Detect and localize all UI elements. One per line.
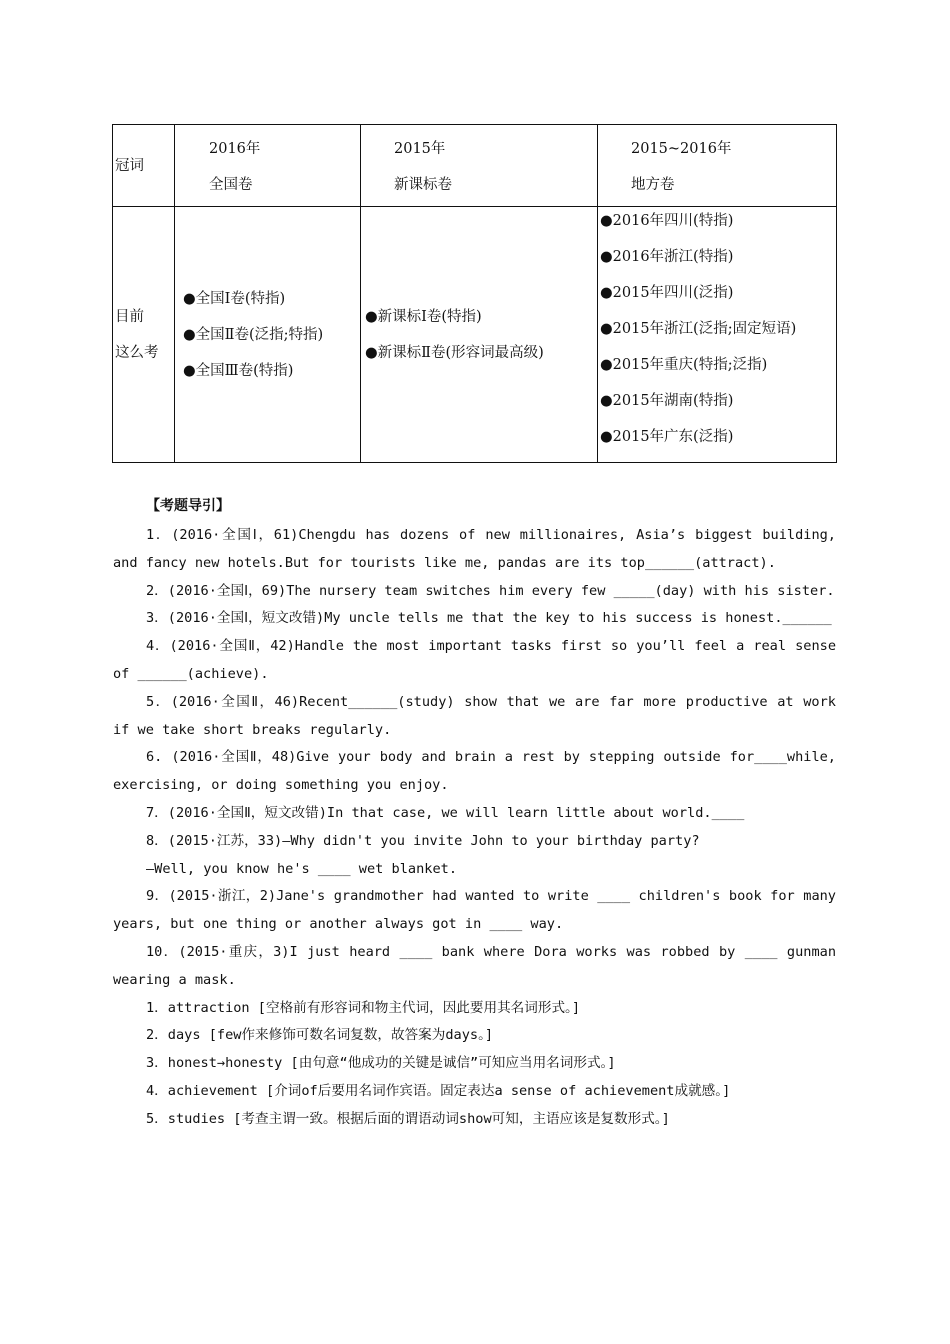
list-item: ●2016年浙江(特指) [600,249,734,265]
question-4: 4．(2016·全国Ⅱ，42)Handle the most important tasks first so you’ll feel a real sense of ______(achieve). [113,638,836,682]
answer-3: 3．honest→honesty [由句意“他成功的关键是诚信”可知应当用名词形式。] [146,1055,616,1072]
section-title: 【考题导引】 [146,498,230,514]
list-item: ●新课标Ⅰ卷(特指) [365,308,482,325]
table-header-label [113,125,175,207]
header-label-text: 冠词 [115,157,144,174]
table-body-row [113,207,837,463]
question-8-reply: —Well, you know he's ____ wet blanket. [146,860,457,877]
table-body-label [113,207,175,463]
question-1: 1．(2016·全国Ⅰ，61)Chengdu has dozens of new millionaires, Asia’s biggest building, and fancy new hotels.But for tourists like me, pandas are its top______(attract). [113,527,836,571]
question-9: 9．(2015·浙江，2)Jane's grandmother had wanted to write ____ children's book for many years, but one thing or another always got in ____ way. [113,888,836,933]
list-item: ●2016年四川(特指) [600,213,734,229]
question-8: 8．(2015·江苏，33)—Why didn't you invite John to your birthday party? [146,832,700,849]
list-item: ●2015年重庆(特指;泛指) [600,357,768,373]
table-header-col2 [175,125,361,207]
table-body-col4 [598,207,837,463]
header-col4-line1: 2015~2016年 [631,141,732,157]
table-body-col3 [361,207,598,463]
question-2: 2．(2016·全国Ⅰ，69)The nursery team switches him every few _____(day) with his sister. [146,582,835,599]
table-header-row [113,125,837,207]
header-col3-line2: 新课标卷 [394,177,452,193]
question-10: 10．(2015·重庆，3)I just heard ____ bank where Dora works was robbed by ____ gunman wearing a mask. [113,943,836,988]
table-body-col2 [175,207,361,463]
header-col2-line1: 2016年 [209,141,261,157]
answer-5: 5．studies [考查主谓一致。根据后面的谓语动词show可知，主语应该是复数形式。] [146,1110,670,1127]
list-item: ●新课标Ⅱ卷(形容词最高级) [365,344,544,361]
exam-frequency-table [112,124,837,463]
table-header-col3 [361,125,598,207]
answer-4: 4．achievement [介词of后要用名词作宾语。固定表达a sense of achievement成就感。] [146,1082,731,1099]
list-item: ●全国Ⅰ卷(特指) [183,290,286,307]
answer-1: 1．attraction [空格前有形容词和物主代词，因此要用其名词形式。] [146,999,581,1016]
answer-2: 2．days [few作来修饰可数名词复数，故答案为days。] [146,1027,494,1044]
question-3: 3．(2016·全国Ⅰ，短文改错)My uncle tells me that the key to his success is honest.______ [146,610,832,627]
question-7: 7．(2016·全国Ⅱ，短文改错)In that case, we will learn little about world.____ [146,804,745,821]
body-label-line1: 目前 [115,308,144,325]
table-header-col4 [598,125,837,207]
list-item: ●2015年湖南(特指) [600,393,734,409]
header-col3-line1: 2015年 [394,141,446,157]
list-item: ●全国Ⅲ卷(特指) [183,362,294,379]
list-item: ●2015年浙江(泛指;固定短语) [600,321,797,337]
question-5: 5．(2016·全国Ⅱ，46)Recent______(study) show that we are far more productive at work if we take short breaks regularly. [113,693,836,738]
questions-and-answers [113,522,836,1134]
list-item: ●2015年四川(泛指) [600,285,734,301]
list-item: ●2015年广东(泛指) [600,429,734,445]
header-col4-line2: 地方卷 [631,177,675,193]
header-col2-line2: 全国卷 [209,177,253,193]
list-item: ●全国Ⅱ卷(泛指;特指) [183,326,324,343]
body-label-line2: 这么考 [115,344,159,361]
question-6: 6. (2016·全国Ⅱ，48)Give your body and brain a rest by stepping outside for____while, exercising, or doing something you enjoy. [113,749,836,794]
